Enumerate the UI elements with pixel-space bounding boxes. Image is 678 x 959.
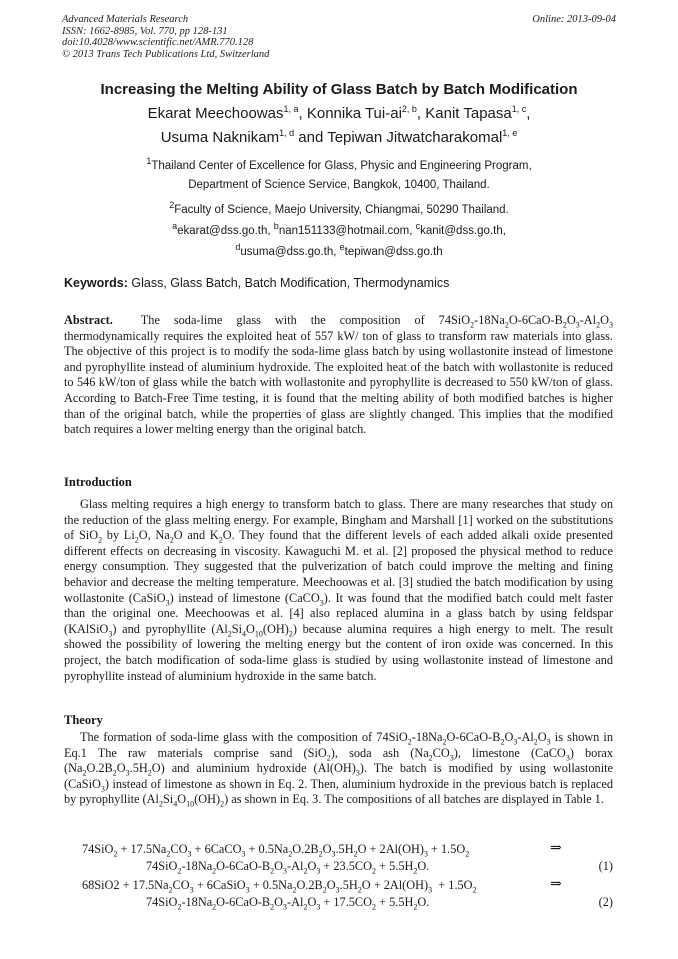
equation-1-number: (1) xyxy=(598,859,613,873)
email-sup: e xyxy=(339,242,345,252)
author-line-2 xyxy=(0,128,678,146)
email-link[interactable]: nan151133@hotmail.com xyxy=(278,224,410,237)
equation-2-arrow: ⇒ xyxy=(550,877,562,892)
author-sup: 1, a xyxy=(283,104,299,114)
equation-2-number: (2) xyxy=(598,895,613,909)
equation-1-reactants: $74SiO_2 + 17.5Na_2CO_3$ + 6CaCO$_3$ + $0.5Na_2O.2B_2O_3.5H_2O + 2Al(OH)_3 + 1.5O_2$ xyxy=(82,842,470,859)
author-name: Tepiwan Jitwatcharakomal xyxy=(327,129,503,146)
abstract: Abstract. The soda-lime glass with the composition of $74SiO_2-18Na_2O-6CaO-B_2O_3-Al_2O_3$ thermodynamically requires the exploited heat of 557 kW/ ton of glass to transform raw materials into glass. The objective of this project is to modify the soda-lime glass batch by using wollastonite instead of limestone and pyrophyllite instead of aluminium hydroxide. The exploited heat of the batch with wollastonite is reduced to 546 kW/ton of glass while the batch with wollastonite and pyrophyllite is decreased to 550 kW/ton of glass. According to Batch-Free Time testing, it is found that the melting ability of both modified batches is higher than of the original batch, while the properties of glass are slightly changed. This implies that the modified batch requires a lower melting energy than the original batch. xyxy=(64,313,613,437)
email-sup: b xyxy=(273,221,279,231)
paper-title: Increasing the Melting Ability of Glass Batch by Batch Modification xyxy=(100,81,578,98)
email-link[interactable]: ekarat@dss.go.th xyxy=(177,224,268,237)
online-date: Online: 2013-09-04 xyxy=(532,14,616,25)
author-name: Usuma Naknikam xyxy=(160,129,280,146)
copyright: © 2013 Trans Tech Publications Ltd, Switzerland xyxy=(62,48,270,60)
abstract-label: Abstract. xyxy=(64,313,113,327)
doi: doi:10.4028/www.scientific.net/AMR.770.128 xyxy=(62,37,254,48)
affiliation-1 xyxy=(0,156,678,172)
email-link[interactable]: usuma@dss.go.th xyxy=(240,245,334,258)
email-link[interactable]: tepiwan@dss.go.th xyxy=(344,245,443,258)
keywords-text: Glass, Glass Batch, Batch Modification, Thermodynamics xyxy=(131,276,450,290)
author-name: Ekarat Meechoowas xyxy=(147,105,284,122)
affil-sup: 2 xyxy=(169,200,175,210)
introduction-heading: Introduction xyxy=(64,475,132,489)
affil-text: Thailand Center of Excellence for Glass, Physic and Engineering Program, xyxy=(151,159,532,172)
affiliation-2 xyxy=(0,200,678,216)
issn: ISSN: 1662-8985, Vol. 770, pp 128-131 xyxy=(62,25,228,37)
keywords-label: Keywords: xyxy=(64,276,128,290)
email-sup: c xyxy=(415,221,421,231)
author-name: Konnika Tui-ai xyxy=(306,105,402,122)
author-and: and xyxy=(298,129,324,146)
email-line-1: $^a$ekarat@dss.go.th, $^b$nan151133@hotmail.com, $^c$kanit@dss.go.th, xyxy=(172,221,506,237)
equation-2-products: $74SiO_2-18Na_2O-6CaO-B_2O_3-Al_2O_3 + 17.5CO_2 + 5.5H_2O$. xyxy=(146,895,430,912)
email-line-2: $^d$usuma@dss.go.th, $^e$tepiwan@dss.go.th xyxy=(235,242,443,258)
equation-1-products: $74SiO_2-18Na_2O-6CaO-B_2O_3-Al_2O_3 + 23.5CO_2 + 5.5H_2O$. xyxy=(146,859,430,876)
journal-name: Advanced Materials Research xyxy=(62,14,189,25)
journal-info xyxy=(62,14,269,60)
email-link[interactable]: kanit@dss.go.th xyxy=(420,224,503,237)
theory-body: The formation of soda-lime glass with the composition of $74SiO_2-18Na_2O-6CaO-B_2O_3-Al_2O_3$ is shown in Eq.1 The raw materials comprise sand (SiO$_2$), soda ash $(Na_2CO_3)$, limestone (CaCO$_3$) borax $(Na_2O.2B_2O_3.5H_2O)$ and aluminium hydroxide $(Al(OH)_3)$. The batch is modified by using wollastonite (CaSiO$_3$) instead of limestone as shown in Eq. 2. Then, aluminium hydroxide in the previous batch is replaced by pyrophyllite $(Al_2Si_4O_{10}(OH)_2)$ as shown in Eq. 3. The compositions of all batches are displayed in Table 1. xyxy=(64,730,614,809)
affil-sup: 1 xyxy=(146,156,152,166)
author-sup: 2, b xyxy=(401,104,417,114)
email-sup: d xyxy=(235,242,241,252)
author-sup: 1, d xyxy=(279,128,295,138)
equation-2-reactants: $68SiO2 + 17.5Na_2CO_3$ + 6CaSiO$_3$ + $0.5Na_2O.2B_2O_3.5H_2O + 2Al(OH)_3 + 1.5O_2$ xyxy=(82,878,477,895)
equation-1-arrow: ⇒ xyxy=(550,841,562,856)
author-sup: 1, e xyxy=(502,128,518,138)
theory-heading: Theory xyxy=(64,713,103,727)
introduction-body: Glass melting requires a high energy to transform batch to glass. There are many researches that study on the reduction of the glass melting energy. For example, Bingham and Marshall [1] worked on the substitutions of SiO$_2$ by $Li_2O$, $Na_2O$ and $K_2O$. They found that the different levels of each added alkali oxide presented different effects on decreasing in viscosity. Kawaguchi M. et al. [2] proposed the physical method to reduce energy consumption. They suggested that the pulverization of batch could improve the melting and fining behavior and decrease the melting temperature. Meechoowas et al. [3] studied the batch modification by using wollastonite (CaSiO$_3$) instead of limestone (CaCO$_3$). It was found that the modified batch could melt faster than the original one. Meechoowas et al. [4] also replaced alumina in a glass batch by using feldspar (KAlSiO$_3$) and pyrophyllite $(Al_2Si_4O_{10}(OH)_2)$ because alumina requires a high energy to melt. The result showed the possibility of lowering the melting energy but the content of iron oxide was concerned. In this project, the batch modification of soda-lime glass is studied by using wollastonite instead of limestone and pyrophyllite instead of aluminium hydroxide in the same batch. xyxy=(64,497,613,683)
author-line-1: Ekarat Meechoowas$^{1, a}$, Konnika Tui-ai$^{2, b}$, Kanit Tapasa$^{1, c}$, xyxy=(147,104,531,122)
affil-text: Faculty of Science, Maejo University, Chiangmai, 50290 Thailand. xyxy=(174,203,509,216)
affiliation-1b: Department of Science Service, Bangkok, 10400, Thailand. xyxy=(188,179,490,191)
author-sup: 1, c xyxy=(511,104,527,114)
keywords xyxy=(64,276,449,290)
email-sup: a xyxy=(172,221,178,231)
author-name: Kanit Tapasa xyxy=(425,105,512,122)
